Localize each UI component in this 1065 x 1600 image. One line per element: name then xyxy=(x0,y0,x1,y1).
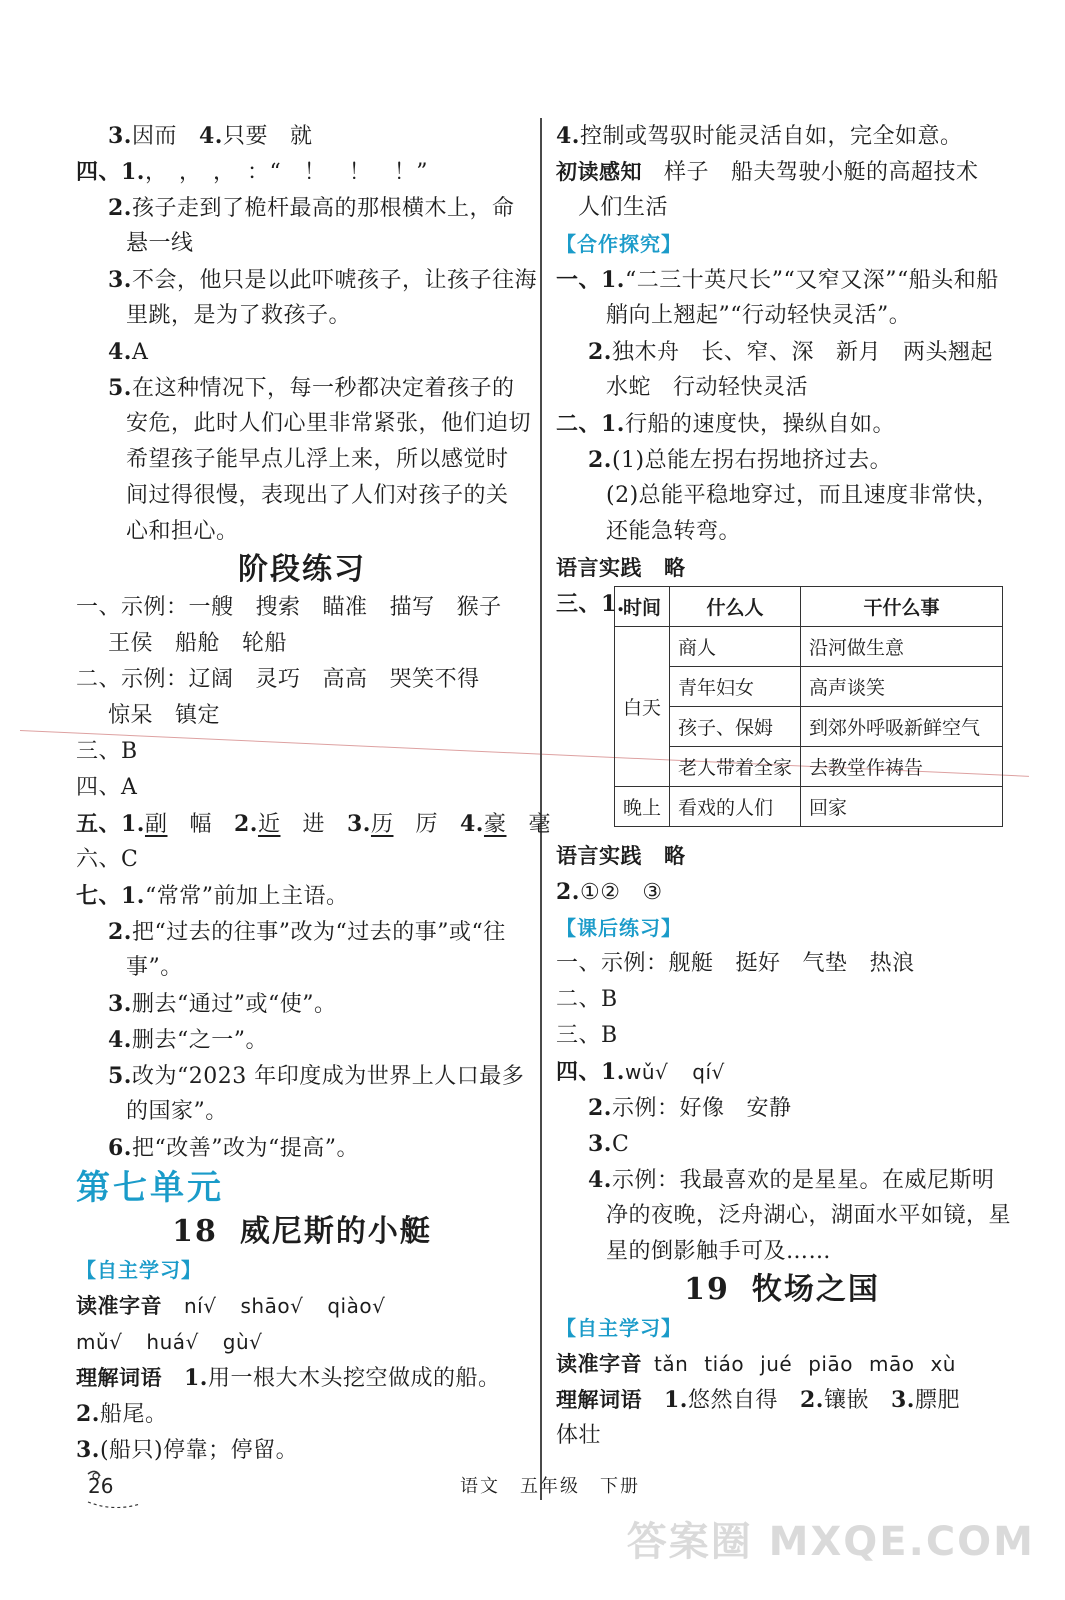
answer-line: 二、B xyxy=(556,987,618,1012)
answer-line: 四、1.， ， ， ：“ ！ ！ ！” xyxy=(76,159,428,185)
section-tag: 【自主学习】 xyxy=(556,1316,682,1340)
footer-title: 语文 五年级 下册 xyxy=(460,1476,640,1497)
answer-line: 悬一线 xyxy=(126,231,194,256)
answer-line: 4.控制或驾驭时能灵活自如，完全如意。 xyxy=(556,123,963,149)
table-header: 干什么事 xyxy=(801,587,1003,627)
left-column xyxy=(76,118,551,1468)
table-cell-time: 白天 xyxy=(615,627,670,787)
table-cell: 沿河做生意 xyxy=(801,627,1003,667)
unit-title: 第七单元 xyxy=(76,1168,224,1208)
answer-line: 3.不会，他只是以此吓唬孩子，让孩子往海 xyxy=(108,267,537,293)
table-cell: 商人 xyxy=(670,627,801,667)
table-cell-time: 晚上 xyxy=(615,787,670,827)
answer-line: 三、B xyxy=(76,739,138,764)
answer-line: 2.①② ③ xyxy=(556,879,663,905)
answer-line: 星的倒影触手可及…… xyxy=(606,1239,832,1264)
answer-line: 人们生活 xyxy=(578,195,669,220)
answer-line: 王侯 船舱 轮船 xyxy=(108,631,288,656)
table-cell: 回家 xyxy=(801,787,1003,827)
answer-line: 六、C xyxy=(76,847,139,872)
answer-line: 三、B xyxy=(556,1023,618,1048)
answer-line: 水蛇 行动轻快灵活 xyxy=(606,375,809,400)
answer-line: 4.A xyxy=(108,339,149,365)
table-cell: 老人带着全家 xyxy=(670,747,801,787)
answer-line: 艄向上翘起”“行动轻快灵活”。 xyxy=(606,303,912,328)
activities-table xyxy=(614,586,1003,827)
answer-line: (2)总能平稳地穿过，而且速度非常快， xyxy=(606,483,999,508)
vocab-line: 2.船尾。 xyxy=(76,1401,168,1427)
answer-line: 一、1.“二三十英尺长”“又窄又深”“船头和船 xyxy=(556,267,999,293)
pinyin-line: mǔ√ huá√ gù√ xyxy=(76,1330,263,1354)
answer-line: 四、1.wǔ√ qí√ xyxy=(556,1059,725,1085)
vocab-line: 理解词语 1.用一根大木头挖空做成的船。 xyxy=(76,1365,501,1391)
answer-line: 4.删去“之一”。 xyxy=(108,1027,268,1053)
answer-line: 3.删去“通过”或“使”。 xyxy=(108,991,337,1017)
watermark: 答案圈 MXQE.COM xyxy=(626,1519,1035,1565)
table-cell: 孩子、保姆 xyxy=(670,707,801,747)
answer-line: 一、示例：一艘 搜索 瞄准 描写 猴子 xyxy=(76,595,502,620)
answer-line: 3.因而 4.只要 就 xyxy=(108,123,313,149)
table-cell: 高声谈笑 xyxy=(801,667,1003,707)
vocab-line: 3.(船只)停靠；停留。 xyxy=(76,1437,299,1463)
table-cell: 青年妇女 xyxy=(670,667,801,707)
answer-line: 间过得很慢，表现出了人们对孩子的关 xyxy=(126,483,509,508)
pinyin-line: 读准字音 ní√ shāo√ qiào√ xyxy=(76,1294,386,1318)
answer-line: 2.把“过去的往事”改为“过去的事”或“往 xyxy=(108,919,506,945)
answer-line: 心和担心。 xyxy=(126,519,239,544)
vocab-line: 体壮 xyxy=(556,1423,602,1448)
answer-line: 净的夜晚，泛舟湖心，湖面水平如镜，星 xyxy=(606,1203,1012,1228)
answer-line: 的国家”。 xyxy=(126,1099,228,1124)
table-header: 什么人 xyxy=(670,587,801,627)
answer-line: 3.C xyxy=(588,1131,630,1157)
answer-line: 还能急转弯。 xyxy=(606,519,742,544)
table-cell: 看戏的人们 xyxy=(670,787,801,827)
answer-line: 2.孩子走到了桅杆最高的那根横木上，命 xyxy=(108,195,515,221)
answer-line: 5.改为“2023 年印度成为世界上人口最多 xyxy=(108,1063,525,1089)
answer-line: 事”。 xyxy=(126,955,183,980)
lesson-title: 18 威尼斯的小艇 xyxy=(172,1214,432,1249)
answer-line: 二、示例：辽阔 灵巧 高高 哭笑不得 xyxy=(76,667,480,692)
question-number: 三、1. xyxy=(556,591,625,617)
vocab-line: 理解词语 1.悠然自得 2.镶嵌 3.膘肥 xyxy=(556,1387,960,1413)
answer-line: 希望孩子能早点儿浮上来，所以感觉时 xyxy=(126,447,509,472)
pinyin-line: 读准字音 tǎn tiáo jué piāo māo xù xyxy=(556,1352,956,1376)
answer-line: 4.示例：我最喜欢的是星星。在威尼斯明 xyxy=(588,1167,995,1193)
answer-line: 里跳，是为了救孩子。 xyxy=(126,303,352,328)
table-header: 时间 xyxy=(615,587,670,627)
section-title: 阶段练习 xyxy=(238,552,366,587)
answer-line: 初读感知 样子 船夫驾驶小艇的高超技术 xyxy=(556,160,979,185)
answer-line: 一、示例：舰艇 挺好 气垫 热浪 xyxy=(556,951,915,976)
answer-line: 五、1.副 幅 2.近 进 3.历 厉 4.豪 毫 xyxy=(76,811,551,837)
lesson-title: 19 牧场之国 xyxy=(684,1272,880,1307)
right-column xyxy=(556,118,1012,1454)
table-cell: 到郊外呼吸新鲜空气 xyxy=(801,707,1003,747)
section-tag: 【合作探究】 xyxy=(556,232,682,256)
section-tag: 【课后练习】 xyxy=(556,916,682,940)
answer-line: 惊呆 镇定 xyxy=(108,703,221,728)
answer-line: 2.示例：好像 安静 xyxy=(588,1095,792,1121)
column-divider xyxy=(540,118,542,1500)
answer-line: 2.独木舟 长、窄、深 新月 两头翘起 xyxy=(588,339,994,365)
practice-line: 语言实践 略 xyxy=(556,844,686,868)
answer-line: 2.(1)总能左拐右拐地挤过去。 xyxy=(588,447,893,473)
answer-line: 四、A xyxy=(76,775,138,800)
answer-line: 二、1.行船的速度快，操纵自如。 xyxy=(556,411,895,437)
table-cell: 去教堂作祷告 xyxy=(801,747,1003,787)
answer-line: 七、1.“常常”前加上主语。 xyxy=(76,883,349,909)
answer-line: 6.把“改善”改为“提高”。 xyxy=(108,1135,359,1161)
practice-line: 语言实践 略 xyxy=(556,556,686,580)
page-number: 26 xyxy=(88,1474,114,1498)
section-tag: 【自主学习】 xyxy=(76,1258,202,1282)
answer-line: 5.在这种情况下，每一秒都决定着孩子的 xyxy=(108,375,515,401)
answer-line: 安危，此时人们心里非常紧张，他们迫切 xyxy=(126,411,532,436)
table-section xyxy=(556,586,1008,838)
